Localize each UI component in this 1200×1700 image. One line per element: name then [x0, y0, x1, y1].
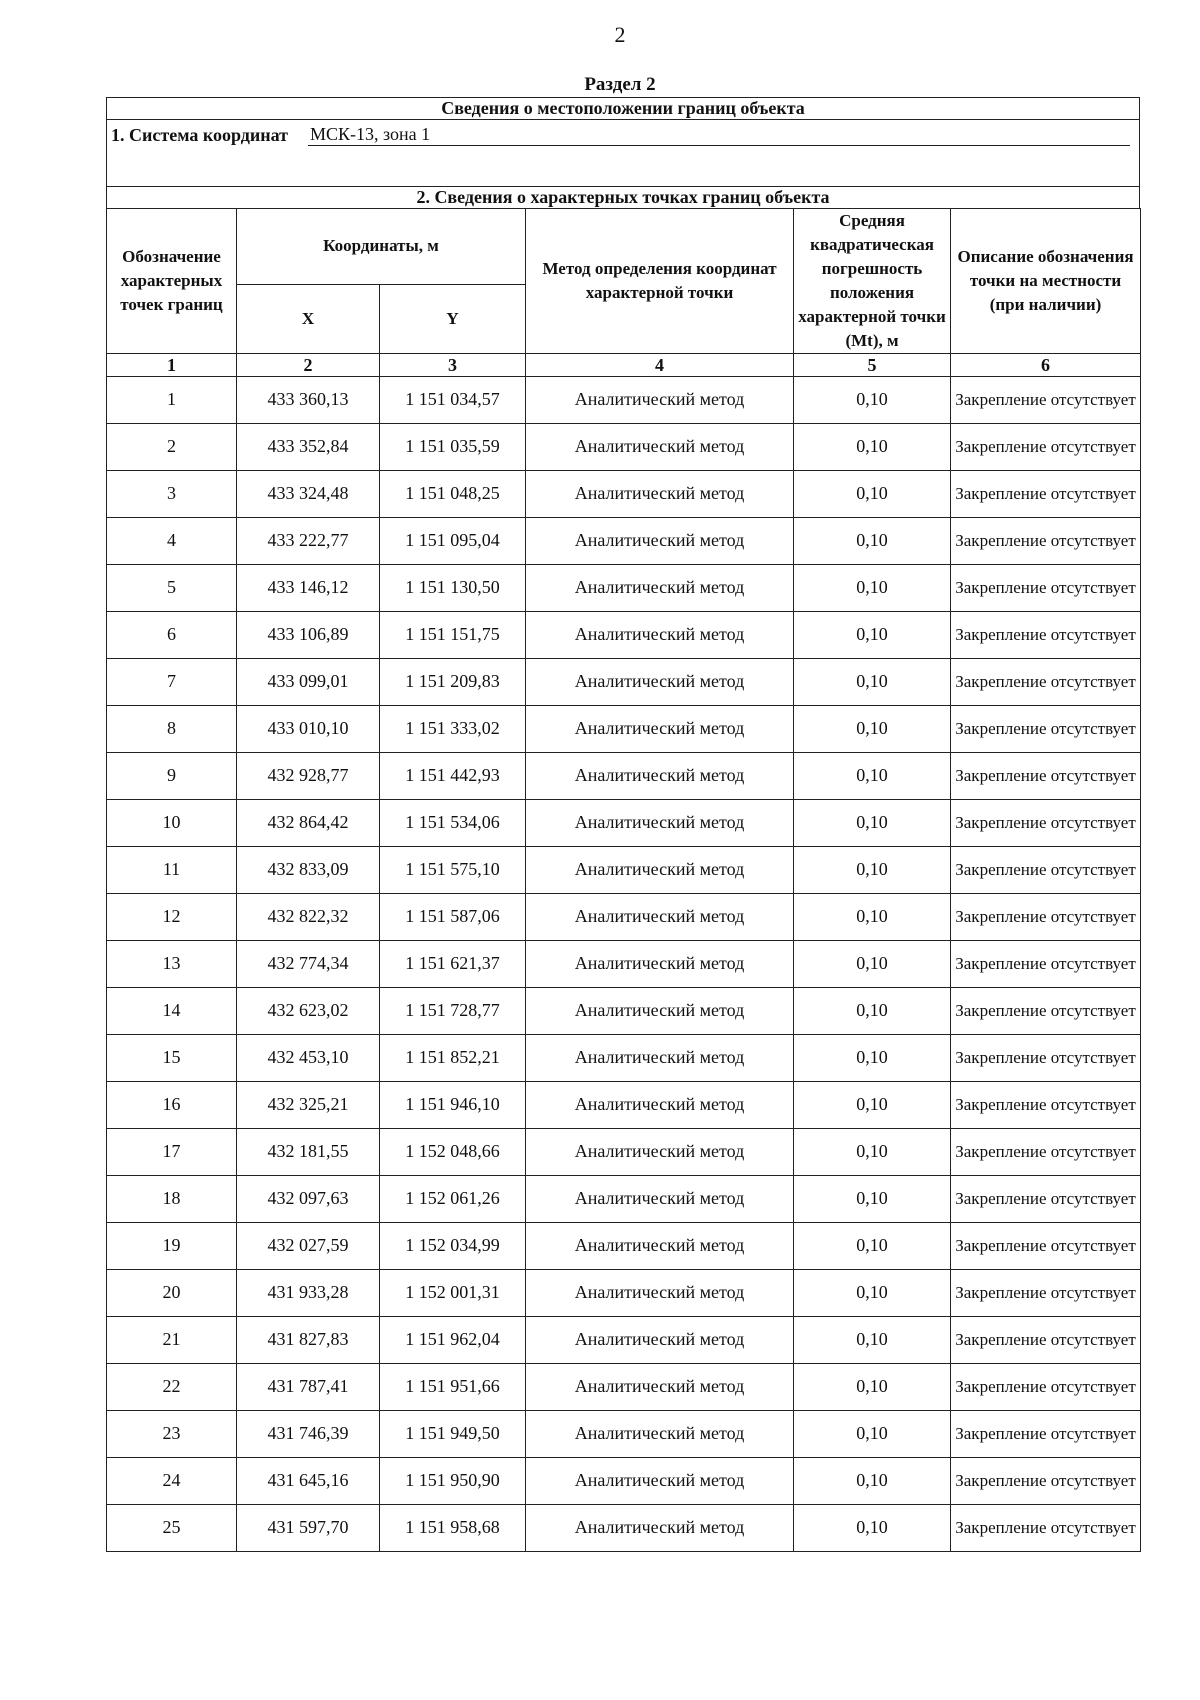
method-cell: Аналитический метод — [526, 1128, 794, 1175]
error-cell: 0,10 — [794, 1034, 951, 1081]
error-cell: 0,10 — [794, 940, 951, 987]
section-title: Раздел 2 — [584, 74, 656, 95]
table-row — [107, 658, 1141, 705]
y-coordinate-cell: 1 151 035,59 — [380, 423, 526, 470]
point-number-cell: 13 — [107, 940, 237, 987]
col-error-header: Средняя квадратическая погрешность положения характерной точки (Mt), м — [794, 208, 951, 353]
error-cell: 0,10 — [794, 1504, 951, 1551]
point-number-cell: 17 — [107, 1128, 237, 1175]
coordinate-system-row — [107, 120, 1139, 146]
point-number-cell: 8 — [107, 705, 237, 752]
point-number-cell: 11 — [107, 846, 237, 893]
table-row — [107, 1269, 1141, 1316]
point-number-cell: 20 — [107, 1269, 237, 1316]
method-cell: Аналитический метод — [526, 752, 794, 799]
y-coordinate-cell: 1 151 534,06 — [380, 799, 526, 846]
point-number-cell: 5 — [107, 564, 237, 611]
description-cell: Закрепление отсутствует — [951, 1222, 1141, 1269]
description-cell: Закрепление отсутствует — [951, 1081, 1141, 1128]
col-number: 2 — [237, 353, 380, 376]
table-row — [107, 893, 1141, 940]
x-coordinate-cell: 432 774,34 — [237, 940, 380, 987]
method-cell: Аналитический метод — [526, 470, 794, 517]
coordinate-system-value: МСК-13, зона 1 — [308, 124, 1130, 146]
point-number-cell: 16 — [107, 1081, 237, 1128]
y-coordinate-cell: 1 151 950,90 — [380, 1457, 526, 1504]
x-coordinate-cell: 432 833,09 — [237, 846, 380, 893]
y-coordinate-cell: 1 151 958,68 — [380, 1504, 526, 1551]
x-coordinate-cell: 432 097,63 — [237, 1175, 380, 1222]
method-cell: Аналитический метод — [526, 893, 794, 940]
y-coordinate-cell: 1 151 621,37 — [380, 940, 526, 987]
y-coordinate-cell: 1 151 587,06 — [380, 893, 526, 940]
page-number: 2 — [614, 22, 626, 47]
method-cell: Аналитический метод — [526, 940, 794, 987]
description-cell: Закрепление отсутствует — [951, 799, 1141, 846]
col-number: 3 — [380, 353, 526, 376]
error-cell: 0,10 — [794, 423, 951, 470]
error-cell: 0,10 — [794, 1410, 951, 1457]
y-coordinate-cell: 1 151 095,04 — [380, 517, 526, 564]
method-cell: Аналитический метод — [526, 658, 794, 705]
x-coordinate-cell: 432 027,59 — [237, 1222, 380, 1269]
method-cell: Аналитический метод — [526, 1175, 794, 1222]
description-cell: Закрепление отсутствует — [951, 1504, 1141, 1551]
error-cell: 0,10 — [794, 564, 951, 611]
table-row — [107, 517, 1141, 564]
y-coordinate-cell: 1 151 333,02 — [380, 705, 526, 752]
table-row — [107, 1081, 1141, 1128]
y-coordinate-cell: 1 151 442,93 — [380, 752, 526, 799]
method-cell: Аналитический метод — [526, 517, 794, 564]
col-number: 6 — [951, 353, 1141, 376]
table-row — [107, 1222, 1141, 1269]
point-number-cell: 10 — [107, 799, 237, 846]
y-coordinate-cell: 1 151 575,10 — [380, 846, 526, 893]
points-table-body — [107, 376, 1141, 1551]
table-row — [107, 423, 1141, 470]
error-cell: 0,10 — [794, 799, 951, 846]
x-coordinate-cell: 431 597,70 — [237, 1504, 380, 1551]
method-cell: Аналитический метод — [526, 1269, 794, 1316]
description-cell: Закрепление отсутствует — [951, 940, 1141, 987]
description-cell: Закрепление отсутствует — [951, 1316, 1141, 1363]
method-cell: Аналитический метод — [526, 611, 794, 658]
table-row — [107, 987, 1141, 1034]
table-row — [107, 611, 1141, 658]
x-coordinate-cell: 433 099,01 — [237, 658, 380, 705]
table-row — [107, 1175, 1141, 1222]
point-number-cell: 24 — [107, 1457, 237, 1504]
x-coordinate-cell: 431 746,39 — [237, 1410, 380, 1457]
table-row — [107, 564, 1141, 611]
table-row — [107, 1363, 1141, 1410]
method-cell: Аналитический метод — [526, 423, 794, 470]
error-cell: 0,10 — [794, 1175, 951, 1222]
table-row — [107, 799, 1141, 846]
method-cell: Аналитический метод — [526, 1034, 794, 1081]
points-heading: 2. Сведения о характерных точках границ объекта — [107, 187, 1140, 209]
description-cell: Закрепление отсутствует — [951, 1410, 1141, 1457]
method-cell: Аналитический метод — [526, 1363, 794, 1410]
method-cell: Аналитический метод — [526, 1457, 794, 1504]
point-number-cell: 12 — [107, 893, 237, 940]
method-cell: Аналитический метод — [526, 705, 794, 752]
x-coordinate-cell: 432 864,42 — [237, 799, 380, 846]
x-coordinate-cell: 432 453,10 — [237, 1034, 380, 1081]
document-table-area — [106, 97, 1140, 1552]
description-cell: Закрепление отсутствует — [951, 1457, 1141, 1504]
y-coordinate-cell: 1 152 061,26 — [380, 1175, 526, 1222]
error-cell: 0,10 — [794, 1128, 951, 1175]
description-cell: Закрепление отсутствует — [951, 423, 1141, 470]
y-coordinate-cell: 1 151 951,66 — [380, 1363, 526, 1410]
description-cell: Закрепление отсутствует — [951, 376, 1141, 423]
y-coordinate-cell: 1 151 728,77 — [380, 987, 526, 1034]
point-number-cell: 1 — [107, 376, 237, 423]
error-cell: 0,10 — [794, 846, 951, 893]
table-row — [107, 1034, 1141, 1081]
method-cell: Аналитический метод — [526, 799, 794, 846]
table-row — [107, 1316, 1141, 1363]
table-row — [107, 1457, 1141, 1504]
x-coordinate-cell: 431 827,83 — [237, 1316, 380, 1363]
description-cell: Закрепление отсутствует — [951, 470, 1141, 517]
table-row — [107, 752, 1141, 799]
col-method-header: Метод определения координат характерной точки — [526, 208, 794, 353]
point-number-cell: 19 — [107, 1222, 237, 1269]
col-number: 5 — [794, 353, 951, 376]
x-coordinate-cell: 431 645,16 — [237, 1457, 380, 1504]
y-coordinate-cell: 1 152 034,99 — [380, 1222, 526, 1269]
method-cell: Аналитический метод — [526, 1410, 794, 1457]
x-coordinate-cell: 433 324,48 — [237, 470, 380, 517]
x-coordinate-cell: 433 352,84 — [237, 423, 380, 470]
table-row — [107, 1504, 1141, 1551]
error-cell: 0,10 — [794, 658, 951, 705]
point-number-cell: 15 — [107, 1034, 237, 1081]
y-coordinate-cell: 1 151 209,83 — [380, 658, 526, 705]
error-cell: 0,10 — [794, 1222, 951, 1269]
description-cell: Закрепление отсутствует — [951, 1034, 1141, 1081]
description-cell: Закрепление отсутствует — [951, 1363, 1141, 1410]
table-row — [107, 470, 1141, 517]
col-number: 1 — [107, 353, 237, 376]
table-row — [107, 846, 1141, 893]
description-cell: Закрепление отсутствует — [951, 846, 1141, 893]
point-number-cell: 21 — [107, 1316, 237, 1363]
error-cell: 0,10 — [794, 611, 951, 658]
point-number-cell: 22 — [107, 1363, 237, 1410]
coordinate-system-label: 1. Система координат — [111, 125, 288, 145]
x-coordinate-cell: 433 222,77 — [237, 517, 380, 564]
y-coordinate-cell: 1 152 048,66 — [380, 1128, 526, 1175]
col-number: 4 — [526, 353, 794, 376]
table-row — [107, 940, 1141, 987]
error-cell: 0,10 — [794, 893, 951, 940]
description-cell: Закрепление отсутствует — [951, 611, 1141, 658]
y-coordinate-cell: 1 151 946,10 — [380, 1081, 526, 1128]
error-cell: 0,10 — [794, 376, 951, 423]
col-y-header: Y — [380, 285, 526, 353]
x-coordinate-cell: 433 106,89 — [237, 611, 380, 658]
y-coordinate-cell: 1 152 001,31 — [380, 1269, 526, 1316]
point-number-cell: 25 — [107, 1504, 237, 1551]
y-coordinate-cell: 1 151 949,50 — [380, 1410, 526, 1457]
method-cell: Аналитический метод — [526, 987, 794, 1034]
y-coordinate-cell: 1 151 962,04 — [380, 1316, 526, 1363]
method-cell: Аналитический метод — [526, 376, 794, 423]
point-number-cell: 23 — [107, 1410, 237, 1457]
x-coordinate-cell: 433 010,10 — [237, 705, 380, 752]
x-coordinate-cell: 433 146,12 — [237, 564, 380, 611]
col-description-header: Описание обозначения точки на местности (при наличии) — [951, 208, 1141, 353]
point-number-cell: 9 — [107, 752, 237, 799]
description-cell: Закрепление отсутствует — [951, 752, 1141, 799]
method-cell: Аналитический метод — [526, 846, 794, 893]
description-cell: Закрепление отсутствует — [951, 893, 1141, 940]
method-cell: Аналитический метод — [526, 1316, 794, 1363]
error-cell: 0,10 — [794, 1269, 951, 1316]
error-cell: 0,10 — [794, 1081, 951, 1128]
table-row — [107, 1410, 1141, 1457]
error-cell: 0,10 — [794, 705, 951, 752]
description-cell: Закрепление отсутствует — [951, 1269, 1141, 1316]
point-number-cell: 18 — [107, 1175, 237, 1222]
points-table — [106, 208, 1141, 1552]
col-point-header: Обозначение характерных точек границ — [107, 208, 237, 353]
location-heading: Сведения о местоположении границ объекта — [107, 98, 1140, 120]
error-cell: 0,10 — [794, 470, 951, 517]
col-x-header: X — [237, 285, 380, 353]
x-coordinate-cell: 432 181,55 — [237, 1128, 380, 1175]
method-cell: Аналитический метод — [526, 564, 794, 611]
description-cell: Закрепление отсутствует — [951, 705, 1141, 752]
table-row — [107, 376, 1141, 423]
error-cell: 0,10 — [794, 987, 951, 1034]
x-coordinate-cell: 432 822,32 — [237, 893, 380, 940]
x-coordinate-cell: 432 325,21 — [237, 1081, 380, 1128]
header-table — [106, 97, 1140, 209]
point-number-cell: 4 — [107, 517, 237, 564]
col-coords-header: Координаты, м — [237, 208, 526, 285]
description-cell: Закрепление отсутствует — [951, 517, 1141, 564]
method-cell: Аналитический метод — [526, 1081, 794, 1128]
point-number-cell: 2 — [107, 423, 237, 470]
error-cell: 0,10 — [794, 752, 951, 799]
error-cell: 0,10 — [794, 517, 951, 564]
method-cell: Аналитический метод — [526, 1222, 794, 1269]
table-row — [107, 1128, 1141, 1175]
error-cell: 0,10 — [794, 1316, 951, 1363]
x-coordinate-cell: 431 787,41 — [237, 1363, 380, 1410]
x-coordinate-cell: 433 360,13 — [237, 376, 380, 423]
description-cell: Закрепление отсутствует — [951, 1175, 1141, 1222]
error-cell: 0,10 — [794, 1457, 951, 1504]
x-coordinate-cell: 431 933,28 — [237, 1269, 380, 1316]
description-cell: Закрепление отсутствует — [951, 1128, 1141, 1175]
description-cell: Закрепление отсутствует — [951, 987, 1141, 1034]
y-coordinate-cell: 1 151 852,21 — [380, 1034, 526, 1081]
y-coordinate-cell: 1 151 034,57 — [380, 376, 526, 423]
table-row — [107, 705, 1141, 752]
y-coordinate-cell: 1 151 130,50 — [380, 564, 526, 611]
y-coordinate-cell: 1 151 048,25 — [380, 470, 526, 517]
error-cell: 0,10 — [794, 1363, 951, 1410]
point-number-cell: 3 — [107, 470, 237, 517]
blank-spacer — [107, 146, 1140, 187]
x-coordinate-cell: 432 623,02 — [237, 987, 380, 1034]
point-number-cell: 6 — [107, 611, 237, 658]
x-coordinate-cell: 432 928,77 — [237, 752, 380, 799]
point-number-cell: 7 — [107, 658, 237, 705]
description-cell: Закрепление отсутствует — [951, 658, 1141, 705]
point-number-cell: 14 — [107, 987, 237, 1034]
y-coordinate-cell: 1 151 151,75 — [380, 611, 526, 658]
method-cell: Аналитический метод — [526, 1504, 794, 1551]
description-cell: Закрепление отсутствует — [951, 564, 1141, 611]
